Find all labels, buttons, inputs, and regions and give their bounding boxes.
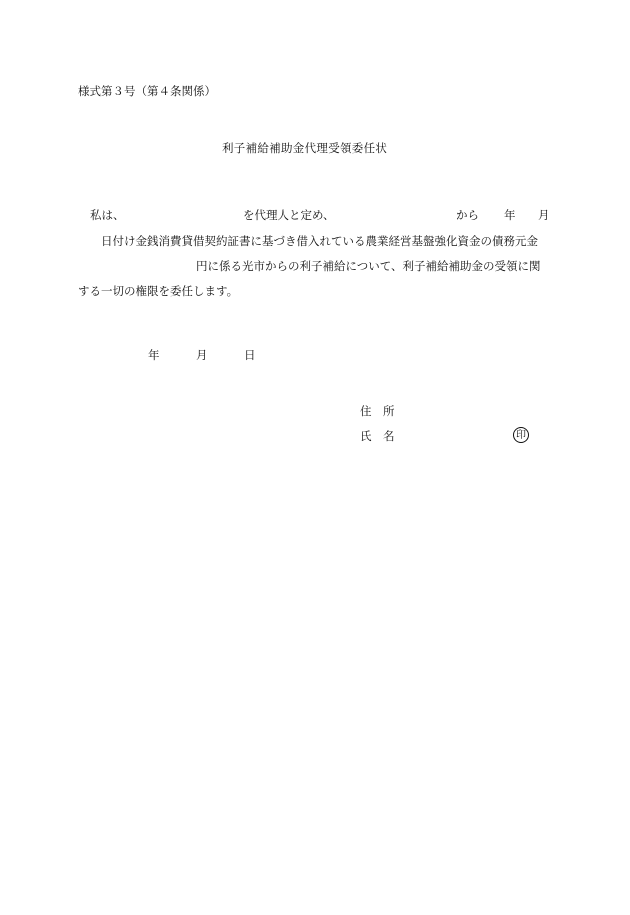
- date-month: 月: [196, 348, 208, 362]
- address-label: 住 所: [360, 404, 395, 418]
- date-day: 日: [244, 348, 256, 362]
- name-label: 氏 名: [360, 429, 395, 443]
- line1-year: 年: [504, 208, 516, 222]
- body-line-4: する一切の権限を委任します。: [78, 284, 239, 298]
- document-title: 利子補給補助金代理受領委任状: [222, 141, 388, 155]
- date-year: 年: [148, 348, 160, 362]
- line1-agent: を代理人と定め、: [243, 208, 335, 222]
- body-line-2: 日付け金銭消費貸借契約証書に基づき借入れている農業経営基盤強化資金の債務元金: [101, 234, 538, 248]
- line1-from: から: [456, 208, 479, 222]
- body-line-3: 円に係る光市からの利子補給について、利子補給補助金の受領に関: [196, 259, 541, 273]
- line1-start: 私は、: [90, 208, 125, 222]
- seal-icon: 印: [513, 427, 529, 443]
- form-number: 様式第３号（第４条関係）: [78, 84, 216, 98]
- line1-month: 月: [538, 208, 550, 222]
